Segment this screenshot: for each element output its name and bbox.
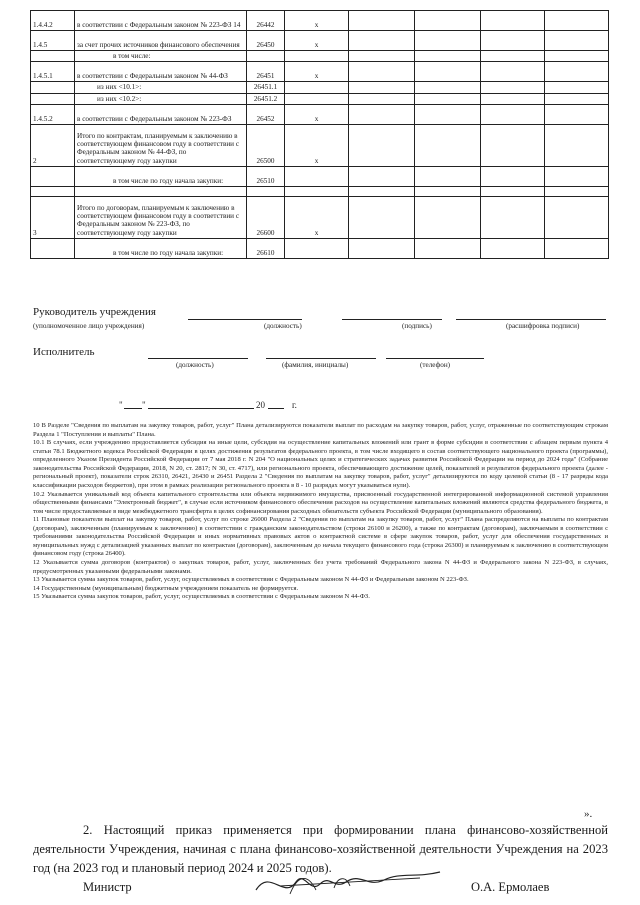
cell-empty [481, 82, 545, 93]
cell-desc: за счет прочих источников финансового обеспечения [75, 31, 247, 51]
footnote: 14 Государственным (муниципальным) бюджетным учреждением показатель не формируется. [33, 584, 299, 592]
cell-empty [415, 93, 481, 104]
head-label: Руководитель учреждения [33, 306, 156, 318]
cell-empty [545, 104, 609, 124]
cell-desc: в том числе по году начала закупки: [75, 166, 247, 186]
cell-empty [545, 31, 609, 51]
cell-empty [415, 31, 481, 51]
cell-empty [415, 11, 481, 31]
cell-code: 26442 [247, 11, 285, 31]
cell-desc: в том числе: [75, 51, 247, 62]
cell-empty [349, 238, 415, 258]
cell-empty [415, 238, 481, 258]
cell-x: x [285, 196, 349, 238]
table-row [31, 62, 609, 82]
footnote: 10.2 Указывается уникальный код объекта капитального строительства или объекта недвижимого имущества, присвоенный государственной интегрированной информационной системой управления общественными финансами "Электронный бюджет", в случае если источником финансового обеспечения расходов на осуществление капитальных вложений являются средства федерального бюджета, в том числе предоставляемые в виде межбюджетного трансферта в целях софинансирования расходных обязательств субъекта Российской Федерации (муниципального образования). [33, 490, 608, 515]
cell-x [285, 51, 349, 62]
cell-empty [545, 93, 609, 104]
year-prefix: 20 [256, 400, 265, 410]
cell-num: 2 [31, 124, 75, 166]
cell-empty [415, 82, 481, 93]
cell-num [31, 82, 75, 93]
minister-name: О.А. Ермолаев [471, 880, 550, 894]
cell-x: x [285, 11, 349, 31]
cell-code: 26452 [247, 104, 285, 124]
table-row [31, 51, 609, 62]
decode-line [456, 319, 606, 320]
phone-line [386, 358, 484, 359]
year-line [268, 408, 284, 409]
footnote: 10.1 В случаях, если учреждению предоставляется субсидия на иные цели, субсидия на осуществление капитальных вложений или грант в форме субсидии в соответствии с абзацем первым пункта 4 статьи 78.1 Бюджетного кодекса Российской Федерации в целях достижения результатов федерального проекта, в том числе входящего в состав соответствующего национального проекта (программы), определенного Указом Президента Российской Федерации от 7 мая 2018 г. N 204 "О национальных целях и стратегических задачах развития Российской Федерации на период до 2024 года" (Собрание законодательства Российской Федерации, 2018, N 20, ст. 2817; N 30, ст. 4717), или регионального проекта, обеспечивающего достижение целей, показателей и результатов федерального проекта (далее - региональный проект), показатели строк 26310, 26421, 26430 и 26451 Раздела 2 "Сведения по выплатам на закупку товаров, работ, услуг" детализируются по коду целевой статьи (8 - 17 разряды кода классификации расходов бюджетов), при этом в рамках реализации регионального проекта в 8 - 10 разрядах могут указываться нули). [33, 439, 608, 489]
table-row [31, 31, 609, 51]
cell-empty [545, 186, 609, 196]
cell-empty [481, 166, 545, 186]
cell-desc: Итого по договорам, планируемым к заключению в соответствующем финансовом году в соответствии с Федеральным законом № 223-ФЗ, по соответствующему году закупки [75, 196, 247, 238]
cell-num [31, 166, 75, 186]
cell-empty [349, 124, 415, 166]
footnote: 12 Указывается сумма договоров (контрактов) о закупках товаров, работ, услуг, заключенных без учета требований Федерального закона N 44-ФЗ и Федерального закона N 223-ФЗ, в случаях, предусмотренных указанными федеральными законами. [33, 559, 608, 575]
footnote: 13 Указывается сумма закупок товаров, работ, услуг, осуществляемых в соответствии с Федеральным законом N 44-ФЗ и Федеральным законом N 223-ФЗ. [33, 576, 469, 584]
handwritten-signature [250, 860, 450, 904]
cell-empty [415, 51, 481, 62]
cell-empty [415, 186, 481, 196]
cell-empty [481, 104, 545, 124]
table-row [31, 104, 609, 124]
cell-desc: в том числе по году начала закупки: [75, 238, 247, 258]
table-row [31, 11, 609, 31]
cell-empty [349, 31, 415, 51]
cell-empty [545, 196, 609, 238]
cell-empty [545, 62, 609, 82]
cell-empty [349, 11, 415, 31]
table-row [31, 166, 609, 186]
cell-code: 26451.1 [247, 82, 285, 93]
cell-empty [481, 186, 545, 196]
cell-empty [481, 196, 545, 238]
paragraph-2: 2. Настоящий приказ применяется при формировании плана финансово-хозяйственной деятельности Учреждения, начиная с плана финансово-хозяйственной деятельности Учреждения на 2023 год (на 2023 год и плановый период 2024 и 2025 годов). [33, 823, 608, 875]
table-row [31, 238, 609, 258]
cell-empty [349, 196, 415, 238]
cell-empty [545, 166, 609, 186]
cell-desc [75, 186, 247, 196]
cell-code [247, 51, 285, 62]
cell-num [31, 51, 75, 62]
cell-x [285, 82, 349, 93]
cell-empty [481, 62, 545, 82]
executor-position-line [148, 358, 248, 359]
date-quote-open: " [119, 400, 123, 410]
footnote: 11 Плановые показатели выплат на закупку товаров, работ, услуг по строке 26000 Раздела 2 "Сведения по выплатам на закупку товаров, работ, услуг" Плана распределяются на выплаты по контрактам (договорам), заключенным (планируемым к заключению) в соответствии с гражданским законодательством (строки 26100 и 26200), а также по контрактам (договорам), заключаемым в соответствии с требованиями законодательства Российской Федерации и иных нормативных правовых актов о контрактной системе в сфере закупок товаров, работ, услуг для обеспечения государственных и муниципальных нужд с детализацией указанных выплат по контрактам (договорам), заключенным до начала текущего финансового года (строка 26300) и планируемым к заключению в соответствующем финансовом году (строка 26400). [33, 516, 608, 558]
closing-mark: ». [584, 808, 593, 820]
signature-line [342, 319, 442, 320]
cell-desc: Итого по контрактам, планируемым к заключению в соответствующем финансовом году в соответствии с Федеральным законом № 44-ФЗ, по соответствующему году закупки [75, 124, 247, 166]
cell-x: x [285, 31, 349, 51]
cell-num: 1.4.5.2 [31, 104, 75, 124]
cell-empty [415, 124, 481, 166]
cell-empty [545, 51, 609, 62]
cell-empty [545, 124, 609, 166]
cell-x: x [285, 62, 349, 82]
cell-num [31, 186, 75, 196]
executor-position-caption: (должность) [176, 361, 214, 369]
month-line [148, 408, 254, 409]
cell-num: 1.4.5 [31, 31, 75, 51]
cell-x: x [285, 104, 349, 124]
table-row [31, 82, 609, 93]
fio-caption: (фамилия, инициалы) [282, 361, 349, 369]
cell-empty [545, 82, 609, 93]
footnote: 10 В Разделе "Сведения по выплатам на закупку товаров, работ, услуг" Плана детализируются показатели выплат по расходам на закупку товаров, работ, услуг, отраженные по соответствующим строкам Раздела 1 "Поступления и выплаты" Плана. [33, 422, 608, 438]
cell-empty [481, 124, 545, 166]
cell-x: x [285, 124, 349, 166]
cell-num [31, 238, 75, 258]
day-line [124, 408, 142, 409]
position-caption: (должность) [264, 322, 302, 330]
cell-empty [349, 186, 415, 196]
table-row [31, 196, 609, 238]
cell-empty [415, 166, 481, 186]
footnote: 15 Указывается сумма закупок товаров, работ, услуг, осуществляемых в соответствии с Федеральным законом N 44-ФЗ. [33, 593, 370, 601]
cell-x [285, 186, 349, 196]
purchase-payments-table [30, 10, 609, 259]
cell-code: 26451 [247, 62, 285, 82]
cell-code: 26510 [247, 166, 285, 186]
cell-empty [481, 31, 545, 51]
cell-desc: в соответствии с Федеральным законом № 223-ФЗ [75, 104, 247, 124]
head-sub-caption: (уполномоченное лицо учреждения) [33, 322, 145, 330]
cell-desc: в соответствии с Федеральным законом № 44-ФЗ [75, 62, 247, 82]
cell-x [285, 93, 349, 104]
cell-desc: из них <10.2>: [75, 93, 247, 104]
date-quote-close: " [142, 400, 146, 410]
cell-num: 3 [31, 196, 75, 238]
cell-empty [349, 51, 415, 62]
executor-label: Исполнитель [33, 346, 95, 358]
cell-x [285, 166, 349, 186]
signature-caption: (подпись) [402, 322, 432, 330]
cell-empty [415, 104, 481, 124]
cell-code: 26500 [247, 124, 285, 166]
footnotes [33, 422, 608, 602]
cell-code: 26451.2 [247, 93, 285, 104]
decode-caption: (расшифровка подписи) [506, 322, 580, 330]
cell-empty [481, 51, 545, 62]
table-row [31, 93, 609, 104]
cell-code [247, 186, 285, 196]
table-row [31, 186, 609, 196]
cell-empty [349, 82, 415, 93]
cell-num: 1.4.5.1 [31, 62, 75, 82]
cell-desc: в соответствии с Федеральным законом № 223-ФЗ 14 [75, 11, 247, 31]
cell-empty [415, 196, 481, 238]
cell-code: 26610 [247, 238, 285, 258]
phone-caption: (телефон) [420, 361, 451, 369]
cell-empty [481, 238, 545, 258]
year-suffix: г. [292, 400, 297, 410]
cell-empty [545, 11, 609, 31]
table-row [31, 124, 609, 166]
minister-label: Министр [83, 880, 132, 894]
cell-empty [349, 62, 415, 82]
cell-empty [481, 11, 545, 31]
cell-empty [349, 104, 415, 124]
cell-num: 1.4.4.2 [31, 11, 75, 31]
cell-empty [349, 93, 415, 104]
cell-desc: из них <10.1>: [75, 82, 247, 93]
cell-empty [481, 93, 545, 104]
cell-empty [545, 238, 609, 258]
cell-empty [349, 166, 415, 186]
fio-line [266, 358, 376, 359]
cell-num [31, 93, 75, 104]
cell-x [285, 238, 349, 258]
cell-empty [415, 62, 481, 82]
cell-code: 26600 [247, 196, 285, 238]
position-line [188, 319, 302, 320]
cell-code: 26450 [247, 31, 285, 51]
